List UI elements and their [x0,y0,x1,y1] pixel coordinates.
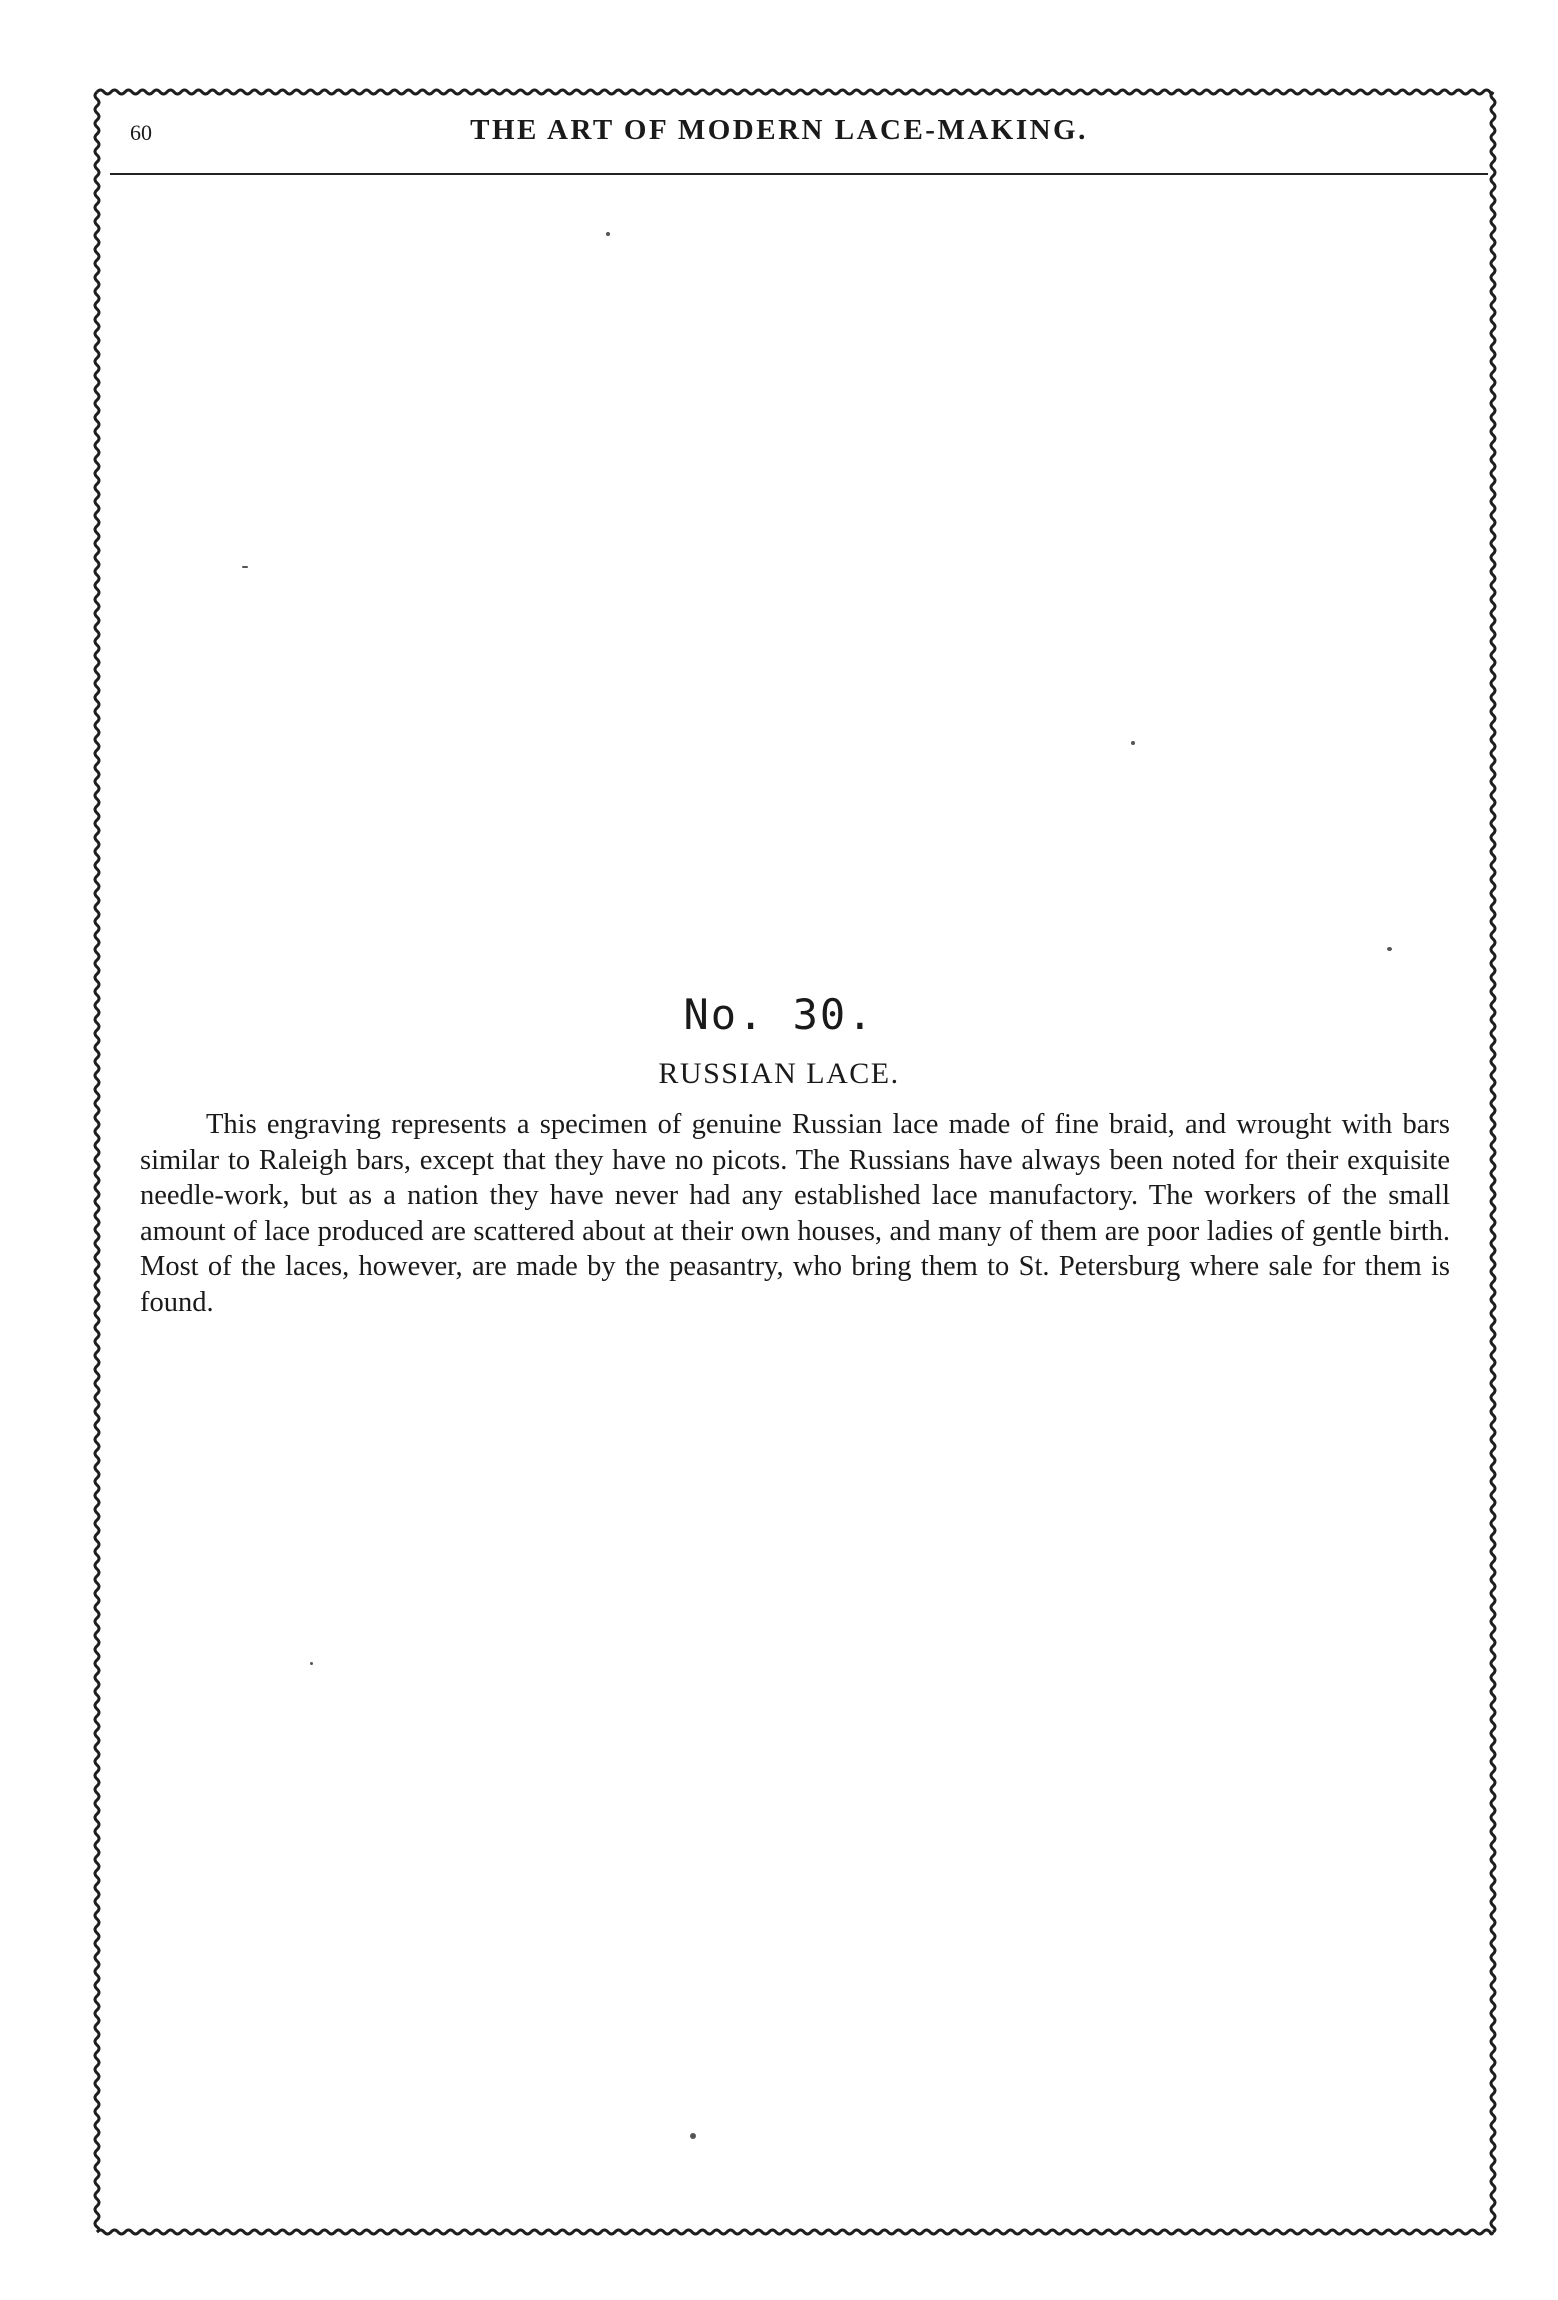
border-right [1491,92,1495,2232]
scan-speck [242,566,248,568]
scan-speck [1387,947,1392,951]
body-paragraph: This engraving represents a specimen of genuine Russian lace made of fine braid, and wrought with bars similar to Raleigh bars, except that they have no picots. The Russians have always been noted for their exquisite needle-work, but as a nation they have never had any established lace manufactory. The workers of the small amount of lace produced are scattered about at their own houses, and many of them are poor ladies of gentle birth. Most of the laces, however, are made by the peasantry, who bring them to St. Petersburg where sale for them is found. [140,1109,1450,1318]
plate-number: No. 30. [683,990,875,1039]
plate-title: RUSSIAN LACE. [658,1057,900,1090]
scan-speck [690,2133,696,2139]
border-top [97,90,1493,94]
scan-speck [1131,741,1135,745]
border-bottom [97,2230,1493,2234]
border-left [95,92,99,2232]
header-rule [110,173,1488,175]
scan-speck [310,1662,313,1665]
running-title: THE ART OF MODERN LACE-MAKING. [470,114,1088,146]
page-number: 60 [130,120,152,145]
scan-speck [606,232,610,236]
